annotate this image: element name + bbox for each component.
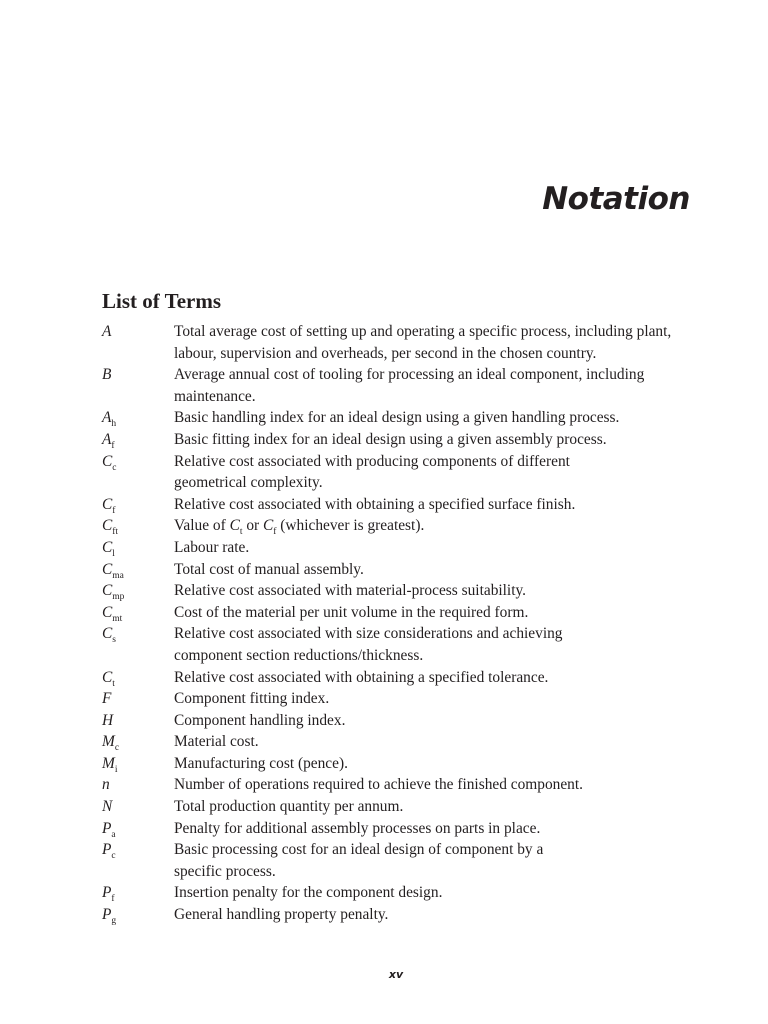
term-definition: Relative cost associated with material-process suitability. — [174, 582, 527, 600]
term-symbol: $C_{ft}$ — [102, 517, 119, 538]
term-row-cc — [102, 451, 702, 494]
term-row-b — [102, 364, 702, 407]
term-row-pg — [102, 904, 702, 926]
term-symbol: $C_{ma}$ — [102, 560, 124, 581]
term-row-ah — [102, 407, 702, 429]
term-definition: Relative cost associated with obtaining a specified surface finish. — [174, 495, 576, 513]
term-definition: Value of $C_t$ or $C_f$ (whichever is greatest). — [174, 517, 425, 538]
term-row-cmt — [102, 602, 702, 624]
term-definition: Insertion penalty for the component design. — [174, 884, 443, 902]
term-symbol: $C_c$ — [102, 452, 117, 473]
term-symbol: $C_l$ — [102, 538, 115, 559]
term-symbol: $P_f$ — [102, 884, 115, 905]
term-symbol: $M_c$ — [102, 733, 120, 754]
term-symbol: $M_i$ — [102, 754, 118, 775]
term-definition: Cost of the material per unit volume in the required form. — [174, 603, 529, 621]
term-row-a — [102, 321, 702, 364]
term-row-af — [102, 429, 702, 451]
term-symbol: F — [102, 690, 112, 708]
term-symbol: $A_h$ — [102, 409, 117, 430]
term-definition: Total cost of manual assembly. — [174, 560, 364, 578]
term-symbol: $P_c$ — [102, 841, 116, 862]
term-row-cf — [102, 494, 702, 516]
term-symbol: $C_s$ — [102, 625, 116, 646]
term-row-pf — [102, 882, 702, 904]
term-row-cl — [102, 537, 702, 559]
term-symbol: A — [102, 323, 112, 340]
term-definition: Total production quantity per annum. — [174, 798, 404, 816]
term-row-mi — [102, 753, 702, 775]
term-row-pa — [102, 818, 702, 840]
term-row-n-upper — [102, 796, 702, 818]
term-definition: Penalty for additional assembly processes on parts in place. — [174, 819, 541, 837]
term-definition: Basic handling index for an ideal design using a given handling process. — [174, 409, 620, 427]
term-row-n-lower — [102, 774, 702, 796]
term-definition: Relative cost associated with obtaining a specified tolerance. — [174, 668, 549, 686]
page-number: xv — [388, 968, 404, 981]
term-symbol: $C_t$ — [102, 668, 115, 689]
terms-list — [102, 321, 702, 926]
term-definition: Total average cost of setting up and operating a specific process, including plant, labour, supervision and overheads, per second in the chosen country. — [174, 323, 672, 362]
term-symbol: $C_{mt}$ — [102, 603, 123, 624]
term-row-ct — [102, 667, 702, 689]
term-definition: Basic fitting index for an ideal design using a given assembly process. — [174, 430, 607, 448]
term-definition: Material cost. — [174, 733, 259, 751]
term-definition: Average annual cost of tooling for processing an ideal component, including maintenance. — [174, 366, 645, 405]
term-row-cs — [102, 623, 702, 666]
term-definition: Manufacturing cost (pence). — [174, 754, 348, 772]
term-row-cmp — [102, 580, 702, 602]
term-symbol: N — [102, 798, 113, 816]
chapter-title: Notation — [542, 181, 690, 217]
term-definition: Labour rate. — [174, 538, 250, 556]
term-definition: Relative cost associated with producing components of different geometrical complexity. — [174, 452, 570, 492]
term-row-cma — [102, 559, 702, 581]
term-definition: Relative cost associated with size considerations and achieving component section reductions/thickness. — [174, 625, 563, 664]
term-symbol: n — [102, 776, 110, 794]
term-row-pc — [102, 839, 702, 882]
term-definition: Component fitting index. — [174, 690, 330, 708]
term-row-h — [102, 710, 702, 732]
term-symbol: H — [102, 711, 114, 729]
term-symbol: $C_f$ — [102, 495, 116, 516]
term-symbol: $P_g$ — [102, 906, 117, 927]
term-definition: Basic processing cost for an ideal design of component by a specific process. — [174, 841, 544, 880]
term-row-mc — [102, 731, 702, 753]
term-symbol: $C_{mp}$ — [102, 582, 125, 603]
section-heading: List of Terms — [102, 289, 222, 313]
term-symbol: B — [102, 366, 112, 384]
term-row-f — [102, 688, 702, 710]
term-definition: Component handling index. — [174, 711, 346, 729]
term-definition: General handling property penalty. — [174, 906, 389, 924]
term-definition: Number of operations required to achieve the finished component. — [174, 776, 584, 794]
term-row-cft — [102, 515, 702, 537]
term-symbol: $A_f$ — [102, 430, 115, 451]
term-symbol: $P_a$ — [102, 819, 116, 840]
